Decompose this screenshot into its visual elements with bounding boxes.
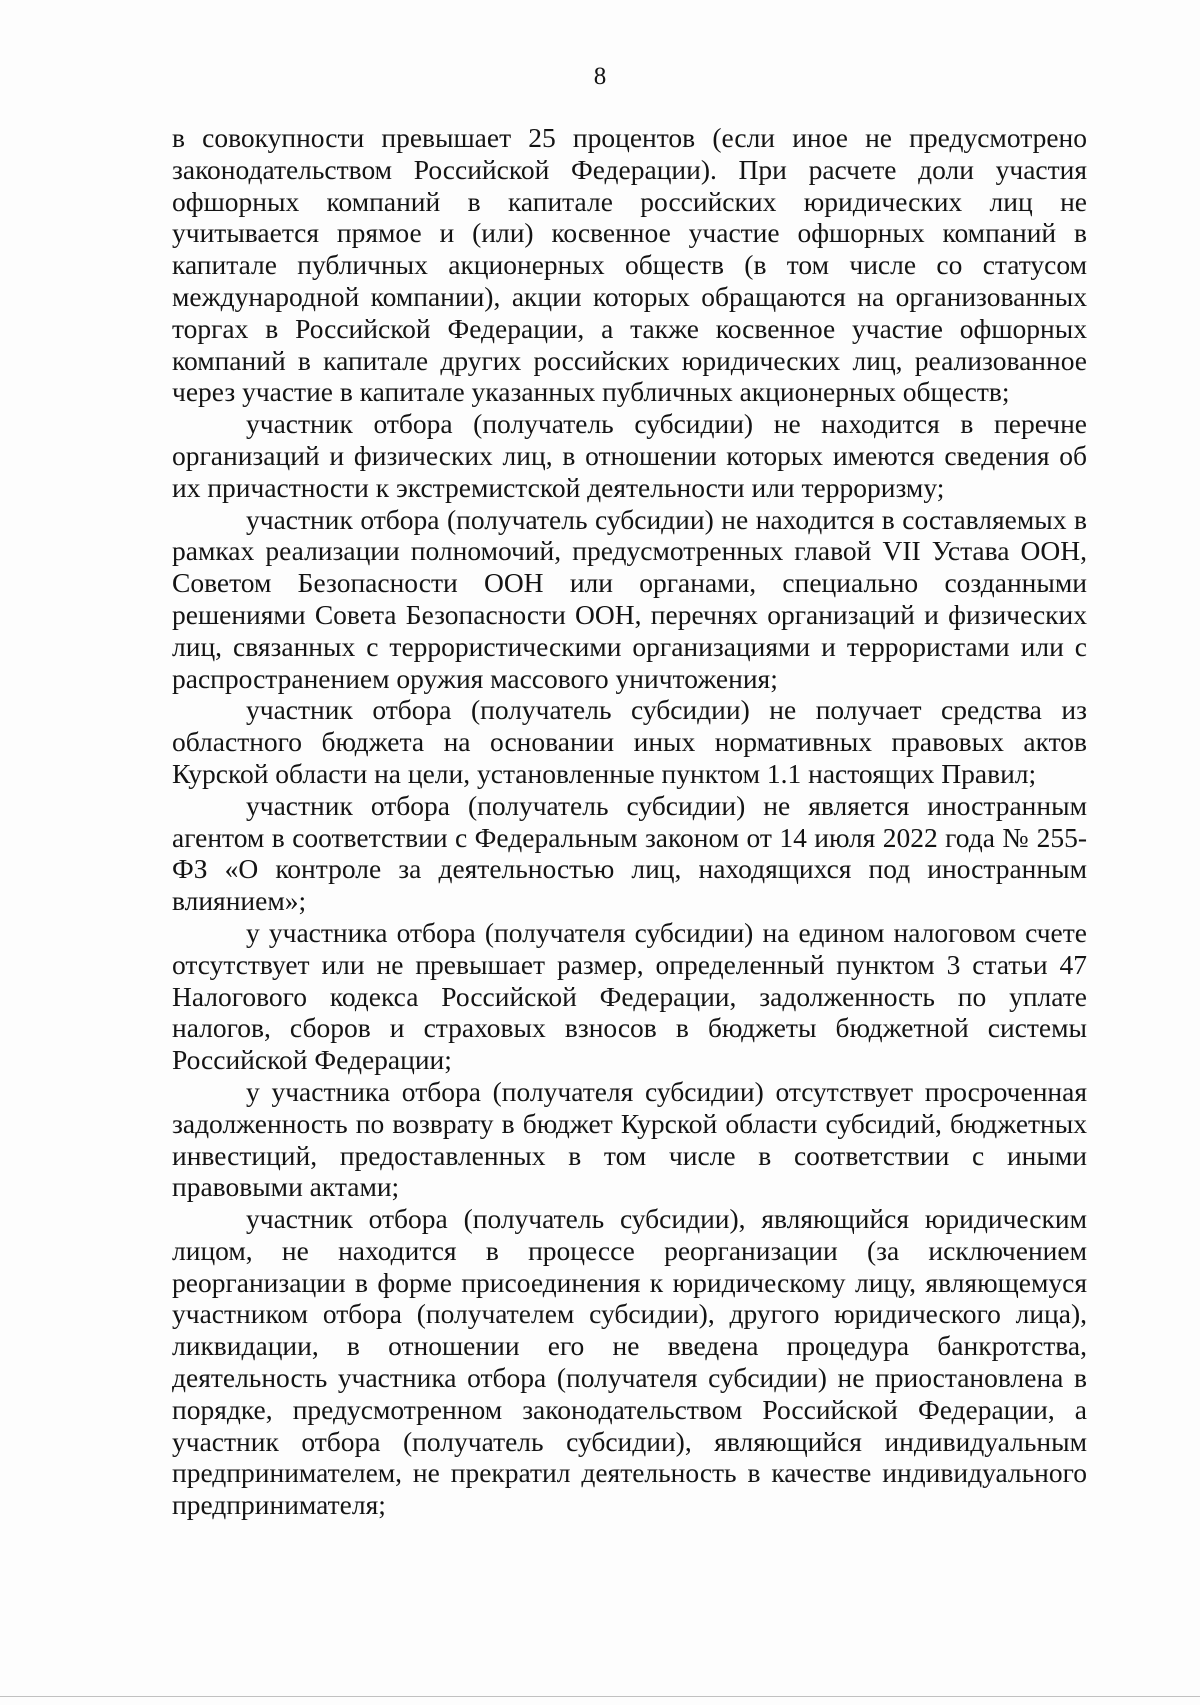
paragraph-un-security-council-list: участник отбора (получатель субсидии) не находится в составляемых в рамках реализации полномочий, предусмотренных главой VII Устава ООН, Советом Безопасности ООН или органами, специально созданными решениями Совета Безопасности ООН, перечнях организаций и физических лиц, связанных с террористическими организациями и террористами или с распространением оружия массового уничтожения; <box>172 503 1087 694</box>
paragraph-overdue-debt: у участника отбора (получателя субсидии) отсутствует просроченная задолженность по возврату в бюджет Курской области субсидий, бюджетных инвестиций, предоставленных в том числе в соответствии с иными правовыми актами; <box>172 1075 1087 1203</box>
document-body <box>172 122 1087 1521</box>
paragraph-tax-debt: у участника отбора (получателя субсидии) на едином налоговом счете отсутствует или не превышает размер, определенный пунктом 3 статьи 47 Налогового кодекса Российской Федерации, задолженность по уплате налогов, сборов и страховых взносов в бюджеты бюджетной системы Российской Федерации; <box>172 916 1087 1076</box>
paragraph-extremism-list: участник отбора (получатель субсидии) не находится в перечне организаций и физических лиц, в отношении которых имеются сведения об их причастности к экстремистской деятельности или терроризму; <box>172 408 1087 503</box>
scan-edge-line <box>0 1696 1200 1697</box>
paragraph-continuation: в совокупности превышает 25 процентов (если иное не предусмотрено законодательством Российской Федерации). При расчете доли участия офшорных компаний в капитале российских юридических лиц не учитывается прямое и (или) косвенное участие офшорных компаний в капитале публичных акционерных обществ (в том числе со статусом международной компании), акции которых обращаются на организованных торгах в Российской Федерации, а также косвенное участие офшорных компаний в капитале других российских юридических лиц, реализованное через участие в капитале указанных публичных акционерных обществ; <box>172 122 1087 408</box>
page-number: 8 <box>593 63 607 90</box>
paragraph-other-budget-funds: участник отбора (получатель субсидии) не получает средства из областного бюджета на основании иных нормативных правовых актов Курской области на цели, установленные пунктом 1.1 настоящих Правил; <box>172 694 1087 789</box>
paragraph-reorganization-bankruptcy: участник отбора (получатель субсидии), являющийся юридическим лицом, не находится в процессе реорганизации (за исключением реорганизации в форме присоединения к юридическому лицу, являющемуся участником отбора (получателем субсидии), другого юридического лица), ликвидации, в отношении его не введена процедура банкротства, деятельность участника отбора (получателя субсидии) не приостановлена в порядке, предусмотренном законодательством Российской Федерации, а участник отбора (получатель субсидии), являющийся индивидуальным предпринимателем, не прекратил деятельность в качестве индивидуального предпринимателя; <box>172 1203 1087 1521</box>
paragraph-foreign-agent: участник отбора (получатель субсидии) не является иностранным агентом в соответствии с Федеральным законом от 14 июля 2022 года № 255-ФЗ «О контроле за деятельностью лиц, находящихся под иностранным влиянием»; <box>172 789 1087 917</box>
